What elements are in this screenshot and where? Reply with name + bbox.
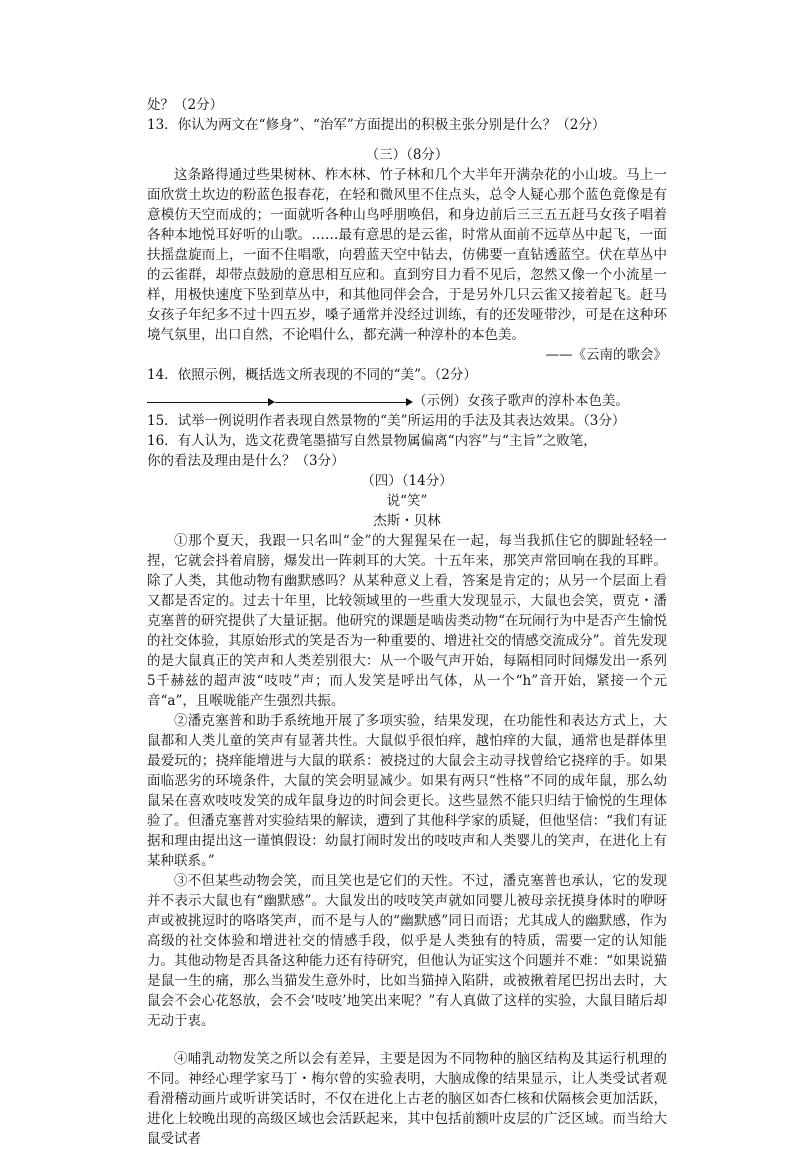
- answer-blank-arrow-1: [147, 391, 275, 411]
- question-14-example-row: [147, 391, 667, 411]
- article-title: 说“笑”: [386, 493, 428, 509]
- section-3-heading: （三）（8分）: [365, 147, 449, 163]
- question-13: 13．你认为两文在“修身”、“治军”方面提出的积极主张分别是什么？（2分）: [147, 117, 606, 133]
- article-paragraph-4: ④哺乳动物发笑之所以会有差异，主要是因为不同物种的脑区结构及其运行机理的不同。神经心理学家马丁・梅尔曾的实验表明，大脑成像的结果显示，让人类受试者观看滑稽动画片或听讲笑话时，不仅在进化上古老的脑区如杏仁核和伏隔核会更加活跃，进化上较晚出现的高级区域也会活跃起来，其中包括前额叶皮层的广泛区域。而当给大鼠受试者: [147, 1051, 667, 1147]
- article-author: 杰斯・贝林: [373, 513, 441, 529]
- question-16-line-2: 你的看法及理由是什么？（3分）: [147, 453, 345, 469]
- question-16-line-1: 16．有人认为，选文花费笔墨描写自然景物属偏离“内容”与“主旨”之败笔，: [147, 433, 597, 449]
- article-paragraph-1: ①那个夏天，我跟一只名叫“金”的大猩猩呆在一起，每当我抓住它的脚趾轻轻一捏，它就会抖着肩膀，爆发出一阵刺耳的大笑。十五年来，那笑声常回响在我的耳畔。除了人类，其他动物有幽默感吗？从某种意义上看，答案是肯定的；从另一个层面上看又都是否定的。过去十年里，比较领域里的一些重大发现显示，大鼠也会笑，贾克・潘克塞普的研究提供了大量证据。他研究的课题是啮齿类动物“在玩闹行为中是否产生愉悦的社交体验，其原始形式的笑是否为一种重要的、增进社交的情感交流成分”。首先发现的是大鼠真正的笑声和人类差别很大：从一个吸气声开始，每隔相同时间爆发出一系列5千赫兹的超声波“吱吱”声；而人发笑是呼出气体，从一个“h”音开始，紧接一个元音“a”，且喉咙能产生强烈共振。: [147, 533, 667, 709]
- article-paragraph-2: ②潘克塞普和助手系统地开展了多项实验，结果发现，在功能性和表达方式上，大鼠都和人类儿童的笑声有显著共性。大鼠似乎很怕痒，越怕痒的大鼠，通常也是群体里最爱玩的；挠痒能增进与大鼠的联系：被挠过的大鼠会主动寻找曾给它挠痒的手。如果面临恶劣的环境条件，大鼠的笑会明显减少。如果有两只“性格”不同的成年鼠，那么幼鼠呆在喜欢吱吱发笑的成年鼠身边的时间会更长。这些显然不能只归结于愉悦的生理体验了。但潘克塞普对实验结果的解读，遭到了其他科学家的质疑，但他坚信：“我们有证据和理由提出这一谨慎假设：幼鼠打闹时发出的吱吱声和人类婴儿的笑声，在进化上有某种联系。”: [147, 713, 667, 869]
- section-3-passage: 这条路得通过些果树林、柞木林、竹子林和几个大半年开满杂花的小山坡。马上一面欣赏土坎边的粉蓝色报春花，在轻和微风里不住点头，总令人疑心那个蓝色竟像是有意模仿天空而成的；一面就听各种山鸟呼朋唤侣，和身边前后三三五五赶马女孩子唱着各种本地悦耳好听的山歌。……最有意思的是云雀，时常从面前不远草丛中起飞，一面扶摇盘旋而上，一面不住唱歌，向碧蓝天空中钻去，仿佛要一直钻透蓝空。伏在草丛中的云雀群，却带点鼓励的意思相互应和。直到穷目力看不见后，忽然又像一个小流星一样，用极快速度下坠到草丛中，和其他同伴会合，于是另外几只云雀又接着起飞。赶马女孩子年纪多不过十四五岁，嗓子通常并没经过训练，有的还发哑带沙，可是在这种环境气氛里，出口自然，不论唱什么，都充满一种淳朴的本色美。: [147, 167, 667, 343]
- passage-source: ——《云南的歌会》: [545, 347, 667, 363]
- question-15: 15．试举一例说明作者表现自然景物的“美”所运用的手法及其表达效果。（3分）: [147, 413, 626, 429]
- question-fragment-line: 处？（2分）: [147, 97, 224, 113]
- question-14-example: （示例）女孩子歌声的淳朴本色美。: [413, 393, 629, 409]
- article-paragraph-3: ③不但某些动物会笑，而且笑也是它们的天性。不过，潘克塞普也承认，它的发现并不表示大鼠也有“幽默感”。大鼠发出的吱吱笑声就如同婴儿被母亲抚摸身体时的咿呀声或被挑逗时的咯咯笑声，而不是与人的“幽默感”同日而语；尤其成人的幽默感，作为高级的社交体验和增进社交的情感手段，似乎是人类独有的特质，需要一定的认知能力。其他动物是否具备这种能力还有待研究，但他认为证实这个问题并不难：“如果说猫是鼠一生的痛，那么当猫发生意外时，比如当猫掉入陷阱，或被揪着尾巴拐出去时，大鼠会不会心花怒放，会不会‘吱吱’地笑出来呢？”有人真做了这样的实验，大鼠目睹后却无动于衷。: [147, 873, 667, 1029]
- answer-blank-arrow-2: [275, 391, 413, 411]
- question-14: 14．依照示例，概括选文所表现的不同的“美”。（2分）: [147, 367, 477, 383]
- document-page: [147, 95, 667, 1149]
- section-4-heading: （四）（14分）: [361, 473, 453, 489]
